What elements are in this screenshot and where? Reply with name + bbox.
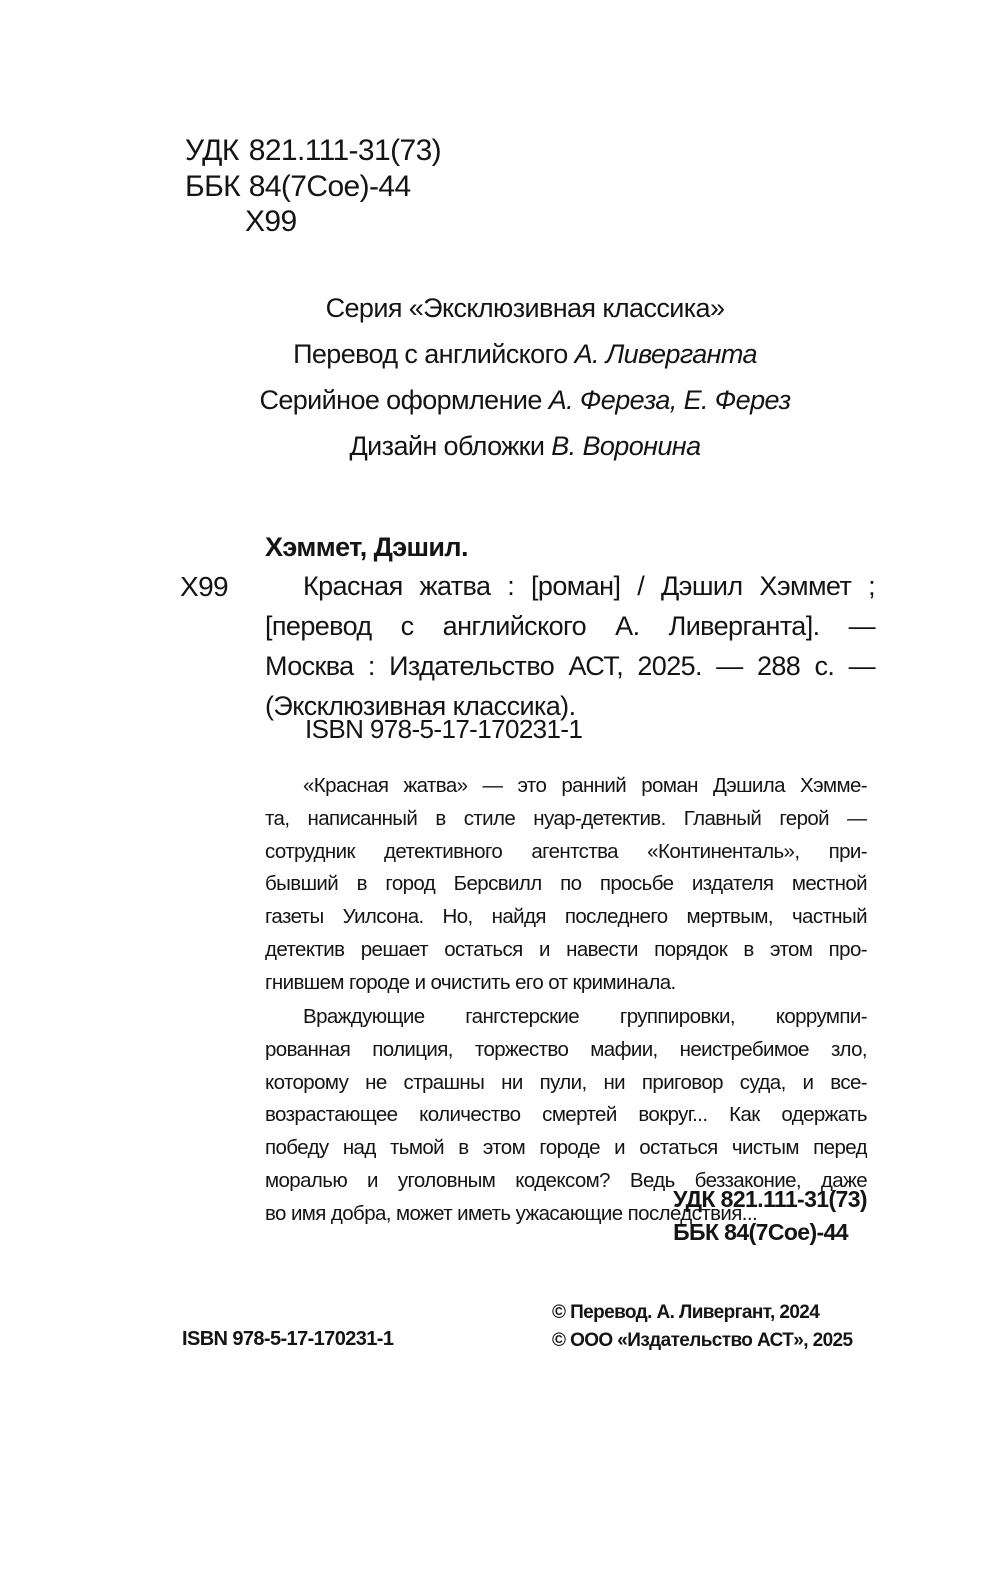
annotation-line: гнившем городе и очистить его от криминала. xyxy=(265,970,676,994)
copyright-translation: © Перевод. А. Ливергант, 2024 xyxy=(552,1302,820,1323)
series-line: Серия «Эксклюзивная классика» xyxy=(325,293,725,323)
bibliographic-line: (Эксклюзивная классика). xyxy=(265,691,576,721)
translation-prefix: Перевод с английского xyxy=(293,339,568,369)
bbk-label: ББК xyxy=(185,170,241,203)
annotation-line: «Красная жатва» — это ранний роман Дэшила Хэмме- xyxy=(303,774,867,797)
annotation-line: газеты Уилсона. Но, найдя последнего мертвым, частный xyxy=(265,905,867,929)
bibliographic-record xyxy=(265,566,875,726)
annotation-line: Враждующие гангстерские группировки, коррумпи- xyxy=(303,1005,867,1028)
cover-designer-name: В. Воронина xyxy=(551,431,701,461)
bibliographic-line: [перевод с английского А. Ливерганта]. — xyxy=(265,611,875,641)
design-prefix: Серийное оформление xyxy=(259,385,542,415)
annotation-line: во имя добра, может иметь ужасающие последствия... xyxy=(265,1201,758,1225)
credits-block xyxy=(0,285,1000,469)
design-line xyxy=(0,377,1000,423)
annotation-line: победу над тьмой в этом городе и остаться чистым перед xyxy=(265,1136,867,1160)
udk-label: УДК xyxy=(185,134,239,167)
author-mark-top: Х99 xyxy=(245,205,297,238)
bbk-value: 84(7Сое)-44 xyxy=(248,170,411,203)
author-heading: Хэммет, Дэшил. xyxy=(265,532,468,562)
annotation-line: которому не страшны ни пули, ни приговор суда, и все- xyxy=(265,1070,867,1094)
bibliographic-line: Москва : Издательство АСТ, 2025. — 288 с. — xyxy=(265,651,875,681)
cover-prefix: Дизайн обложки xyxy=(349,431,545,461)
annotation-line: рованная полиция, торжество мафии, неистребимое зло, xyxy=(265,1037,867,1061)
annotation-line: моралью и уголовным кодексом? Ведь беззаконие, даже xyxy=(265,1168,867,1192)
annotation-line: бывший в город Берсвилл по просьбе издателя местной xyxy=(265,872,867,896)
annotation-line: детектив решает остаться и навести порядок в этом про- xyxy=(265,937,867,961)
udk-top xyxy=(185,133,441,169)
annotation-line: возрастающее количество смертей вокруг... Как одержать xyxy=(265,1103,867,1127)
isbn-card: ISBN 978-5-17-170231-1 xyxy=(305,714,583,744)
udk-value: 821.111-31(73) xyxy=(248,134,442,167)
bbk-bottom: ББК 84(7Сое)-44 xyxy=(673,1219,848,1245)
bibliographic-line: Красная жатва : [роман] / Дэшил Хэммет ; xyxy=(303,571,875,601)
cover-line xyxy=(0,423,1000,469)
author-mark-card: Х99 xyxy=(180,571,229,602)
translator-name: А. Ливерганта xyxy=(574,339,757,369)
bbk-top xyxy=(185,169,411,205)
annotation-paragraph-1 xyxy=(265,770,867,1000)
annotation-line: сотрудник детективного агентства «Континенталь», при- xyxy=(265,839,867,863)
isbn-footer: ISBN 978-5-17-170231-1 xyxy=(182,1328,394,1350)
copyright-publisher: © ООО «Издательство АСТ», 2025 xyxy=(552,1330,853,1351)
designer-names: А. Фереза, Е. Ферез xyxy=(548,385,791,415)
annotation-line: та, написанный в стиле нуар-детектив. Главный герой — xyxy=(265,806,867,830)
udk-bottom: УДК 821.111-31(73) xyxy=(673,1186,867,1212)
copyright-block xyxy=(552,1299,853,1355)
classification-bottom xyxy=(673,1183,867,1249)
translation-line xyxy=(0,331,1000,377)
